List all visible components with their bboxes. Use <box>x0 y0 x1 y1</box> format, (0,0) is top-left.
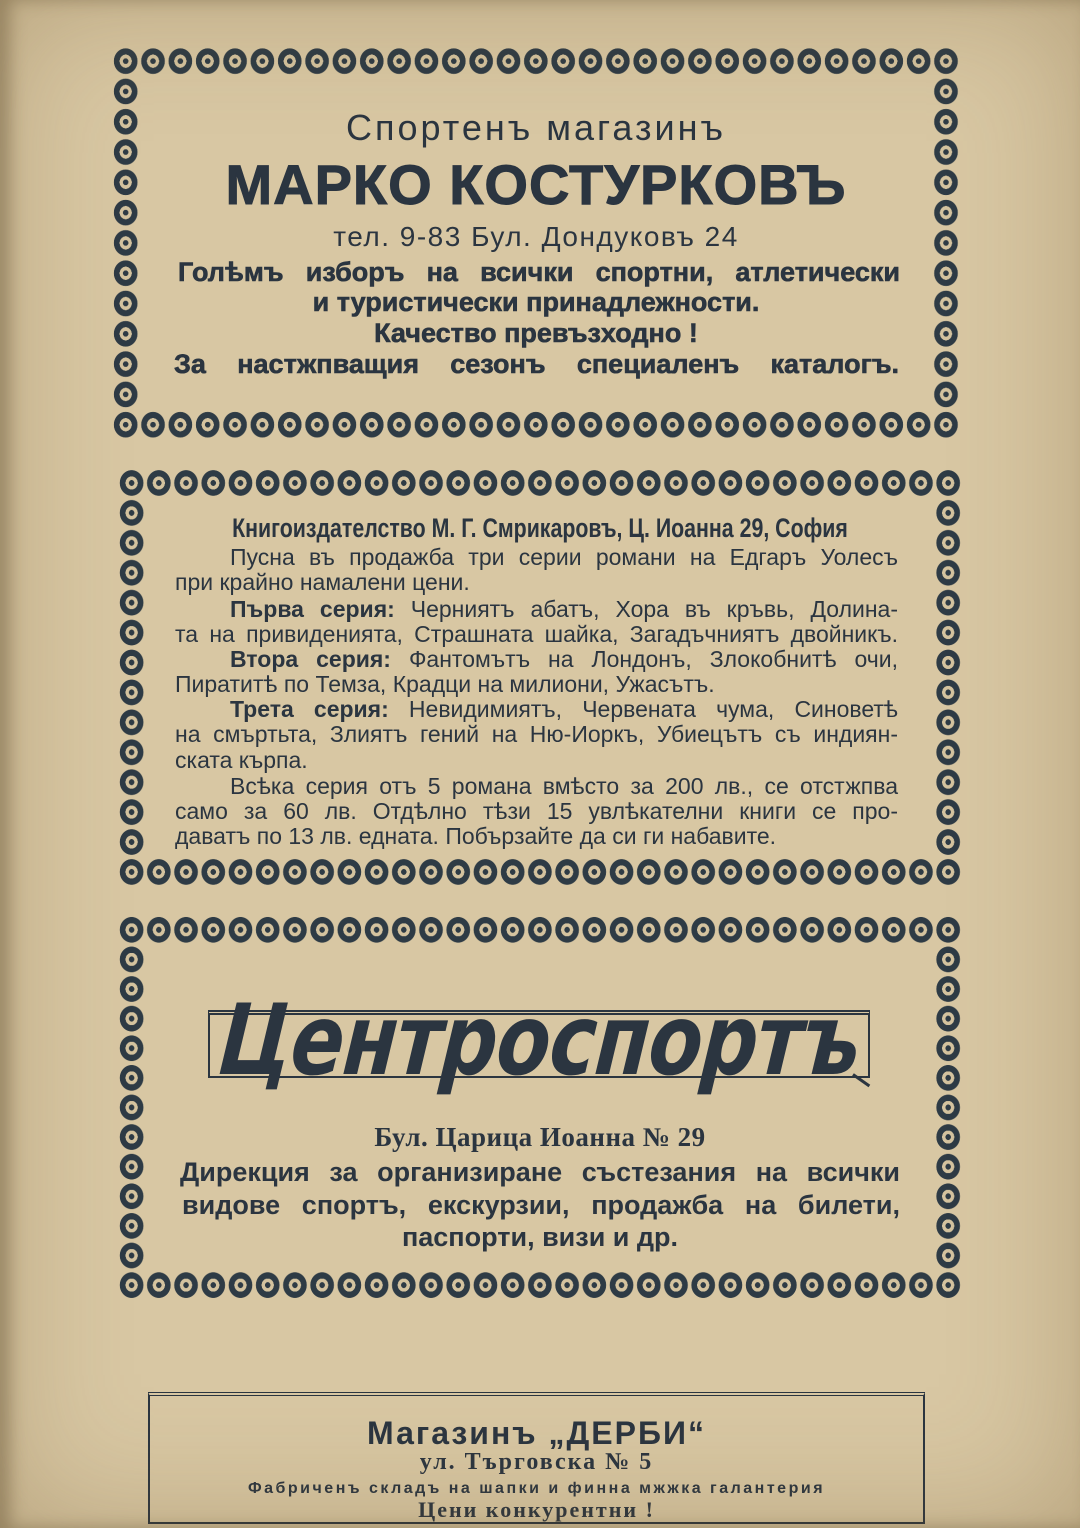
publisher-ad-ornamental-frame <box>118 468 962 887</box>
series-titles: Невидимиятъ, Червената чума, Синоветѣ <box>408 696 899 722</box>
offer-line: само за 60 лв. Отдѣлно тѣзи 15 увлѣкателни книги се про- <box>175 798 898 824</box>
sports-shop-ad-ornamental-frame <box>112 46 960 440</box>
series-titles: Фантомътъ на Лондонъ, Злокобнитѣ очи, <box>408 646 899 672</box>
centrosport-ad-ornamental-frame <box>118 915 962 1300</box>
series-line <box>230 596 898 622</box>
centrosport-line: паспорти, визи и др. <box>401 1222 679 1252</box>
series-line: на смъртьта, Злиятъ гений на Ню-Иоркъ, Убиецътъ съ индиян- <box>175 721 898 747</box>
shop-line: Голѣмъ изборъ на всички спортни, атлетически <box>178 257 900 287</box>
series-label: Първа серия: <box>230 596 395 622</box>
offer-line: Всѣка серия отъ 5 романа вмѣсто за 200 лв., се отстжпва <box>230 773 898 799</box>
centrosport-logo: Центроспортъ <box>214 984 866 1098</box>
shop-line: Качество превъзходно ! <box>374 318 698 348</box>
offer-line: даватъ по 13 лв. едната. Побързайте да си ги набавите. <box>175 823 777 849</box>
series-line <box>230 696 898 722</box>
derby-slogan: Цени конкурентни ! <box>418 1497 655 1522</box>
centrosport-line: видове спортъ, екскурзии, продажба на билети, <box>182 1190 900 1220</box>
derby-shop-name: Магазинъ „ДЕРБИ“ <box>367 1415 706 1451</box>
centrosport-line: Дирекция за организиране състезания на всички <box>180 1157 900 1187</box>
series-line: та на привиденията, Страшната шайка, Загадъчниятъ двойникъ. <box>175 621 898 647</box>
derby-description: Фабриченъ складъ на шапки и финна мжжка галантерия <box>247 1480 826 1497</box>
derby-address: ул. Търговска № 5 <box>419 1449 654 1475</box>
shop-subtitle: Спортенъ магазинъ <box>346 107 726 148</box>
centrosport-address: Бул. Царица Иоанна № 29 <box>374 1122 706 1152</box>
publisher-title: Книгоиздателство М. Г. Смрикаровъ, Ц. Иоанна 29, София <box>232 513 848 543</box>
series-titles: Черниятъ абатъ, Хора въ кръвь, Долина- <box>410 596 898 622</box>
shop-line: и туристически принадлежности. <box>312 287 760 317</box>
derby-ad-box <box>148 1392 925 1524</box>
shop-owner-name: МАРКО КОСТУРКОВЪ <box>225 153 847 216</box>
shop-address: тел. 9-83 Бул. Дондуковъ 24 <box>333 221 739 252</box>
publisher-intro-line: Пусна въ продажба три серии романи на Едгаръ Уолесъ <box>230 544 898 570</box>
publisher-intro-line: при крайно намалени цени. <box>175 569 470 595</box>
series-line <box>230 646 898 672</box>
series-line: Пиратитѣ по Темза, Крадци на милиони, Ужасътъ. <box>175 671 715 697</box>
series-line: ската кърпа. <box>175 747 308 773</box>
shop-line: За настжпващия сезонъ специаленъ каталогъ. <box>174 349 899 379</box>
series-label: Трета серия: <box>230 696 389 722</box>
series-label: Втора серия: <box>230 646 391 672</box>
